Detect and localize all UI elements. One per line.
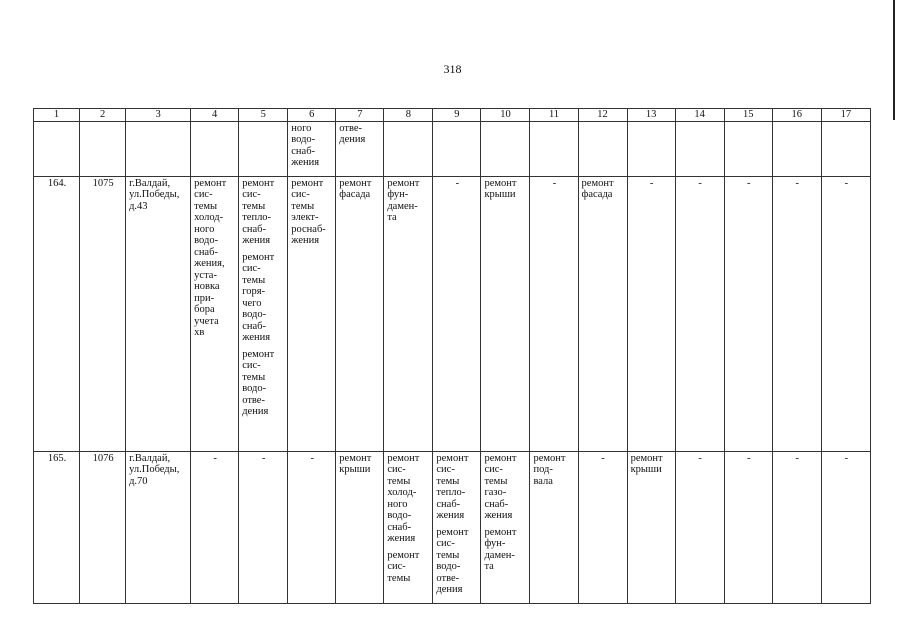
- table-cell: [481, 451, 530, 603]
- table-cell: -: [724, 176, 772, 451]
- column-header: 7: [336, 109, 384, 122]
- table-cell: ремонт сис- темы холод- ного водо- снаб- жения, уста- новка при- бора учета хв: [191, 176, 239, 451]
- table-cell: [126, 121, 191, 176]
- table-cell: -: [191, 451, 239, 603]
- column-header: 12: [578, 109, 627, 122]
- table-cell: [675, 121, 724, 176]
- table-cell: -: [627, 176, 675, 451]
- table-cell: [627, 121, 675, 176]
- table-cell: [34, 121, 80, 176]
- column-header: 11: [530, 109, 578, 122]
- table-row: [34, 451, 871, 603]
- table-cell: [821, 121, 870, 176]
- address: г.Валдай, ул.Победы, д.43: [126, 176, 191, 451]
- table-cell: ного водо- снаб- жения: [288, 121, 336, 176]
- table-cell: ремонт сис- темы элект- роснаб- жения: [288, 176, 336, 451]
- table-cell: -: [675, 176, 724, 451]
- table-cell: ремонт фун- дамен- та: [384, 176, 433, 451]
- table-cell: -: [578, 451, 627, 603]
- table-cell: ремонт крыши: [481, 176, 530, 451]
- table-cell: [239, 176, 288, 451]
- table-cell: [724, 121, 772, 176]
- table-cell: -: [724, 451, 772, 603]
- work-entry: ремонт сис- темы холод- ного водо- снаб- жения: [387, 452, 420, 544]
- table-cell: [191, 121, 239, 176]
- table-cell: -: [772, 451, 821, 603]
- table-cell: ремонт крыши: [336, 451, 384, 603]
- table-cell: -: [675, 451, 724, 603]
- column-header: 1: [34, 109, 80, 122]
- column-header: 2: [80, 109, 126, 122]
- column-header: 10: [481, 109, 530, 122]
- column-header: 4: [191, 109, 239, 122]
- column-header: 5: [239, 109, 288, 122]
- table-cell: -: [821, 176, 870, 451]
- object-id: 1076: [80, 451, 126, 603]
- column-header: 3: [126, 109, 191, 122]
- table-cell: [772, 121, 821, 176]
- table-cell: [433, 121, 481, 176]
- table-cell: [433, 451, 481, 603]
- table-cell: -: [433, 176, 481, 451]
- column-header: 16: [772, 109, 821, 122]
- work-entry: ремонт сис- темы тепло- снаб- жения: [242, 177, 275, 246]
- continued-row: [34, 121, 871, 176]
- table-cell: -: [821, 451, 870, 603]
- column-header: 8: [384, 109, 433, 122]
- column-header: 15: [724, 109, 772, 122]
- table-cell: отве- дения: [336, 121, 384, 176]
- table-cell: ремонт фасада: [336, 176, 384, 451]
- address: г.Валдай, ул.Победы, д.70: [126, 451, 191, 603]
- table-cell: [481, 121, 530, 176]
- work-entry: ремонт сис- темы водо- отве- дения: [242, 348, 275, 417]
- table-cell: [384, 121, 433, 176]
- table-cell: -: [239, 451, 288, 603]
- column-header: 13: [627, 109, 675, 122]
- table-cell: -: [288, 451, 336, 603]
- work-entry: ремонт сис- темы тепло- снаб- жения: [436, 452, 469, 521]
- object-id: 1075: [80, 176, 126, 451]
- table-row: [34, 176, 871, 451]
- repair-schedule-table: [33, 108, 871, 604]
- row-number: 164.: [34, 176, 80, 451]
- work-entry: ремонт сис- темы водо- отве- дения: [436, 526, 469, 595]
- table-cell: [578, 121, 627, 176]
- work-entry: ремонт сис- темы газо- снаб- жения: [484, 452, 517, 521]
- column-header: 9: [433, 109, 481, 122]
- work-entry: ремонт сис- темы: [387, 549, 420, 584]
- column-header: 17: [821, 109, 870, 122]
- column-number-row: [34, 109, 871, 122]
- table-cell: -: [530, 176, 578, 451]
- table-cell: [239, 121, 288, 176]
- table-cell: ремонт фасада: [578, 176, 627, 451]
- table-cell: [384, 451, 433, 603]
- table-cell: -: [772, 176, 821, 451]
- work-entry: ремонт фун- дамен- та: [484, 526, 517, 572]
- page-number: 318: [443, 62, 462, 76]
- table-cell: ремонт крыши: [627, 451, 675, 603]
- table-cell: [80, 121, 126, 176]
- column-header: 6: [288, 109, 336, 122]
- page-edge-line: [893, 0, 895, 120]
- row-number: 165.: [34, 451, 80, 603]
- table-cell: [530, 121, 578, 176]
- column-header: 14: [675, 109, 724, 122]
- work-entry: ремонт сис- темы горя- чего водо- снаб- жения: [242, 251, 275, 343]
- table-cell: ремонт под- вала: [530, 451, 578, 603]
